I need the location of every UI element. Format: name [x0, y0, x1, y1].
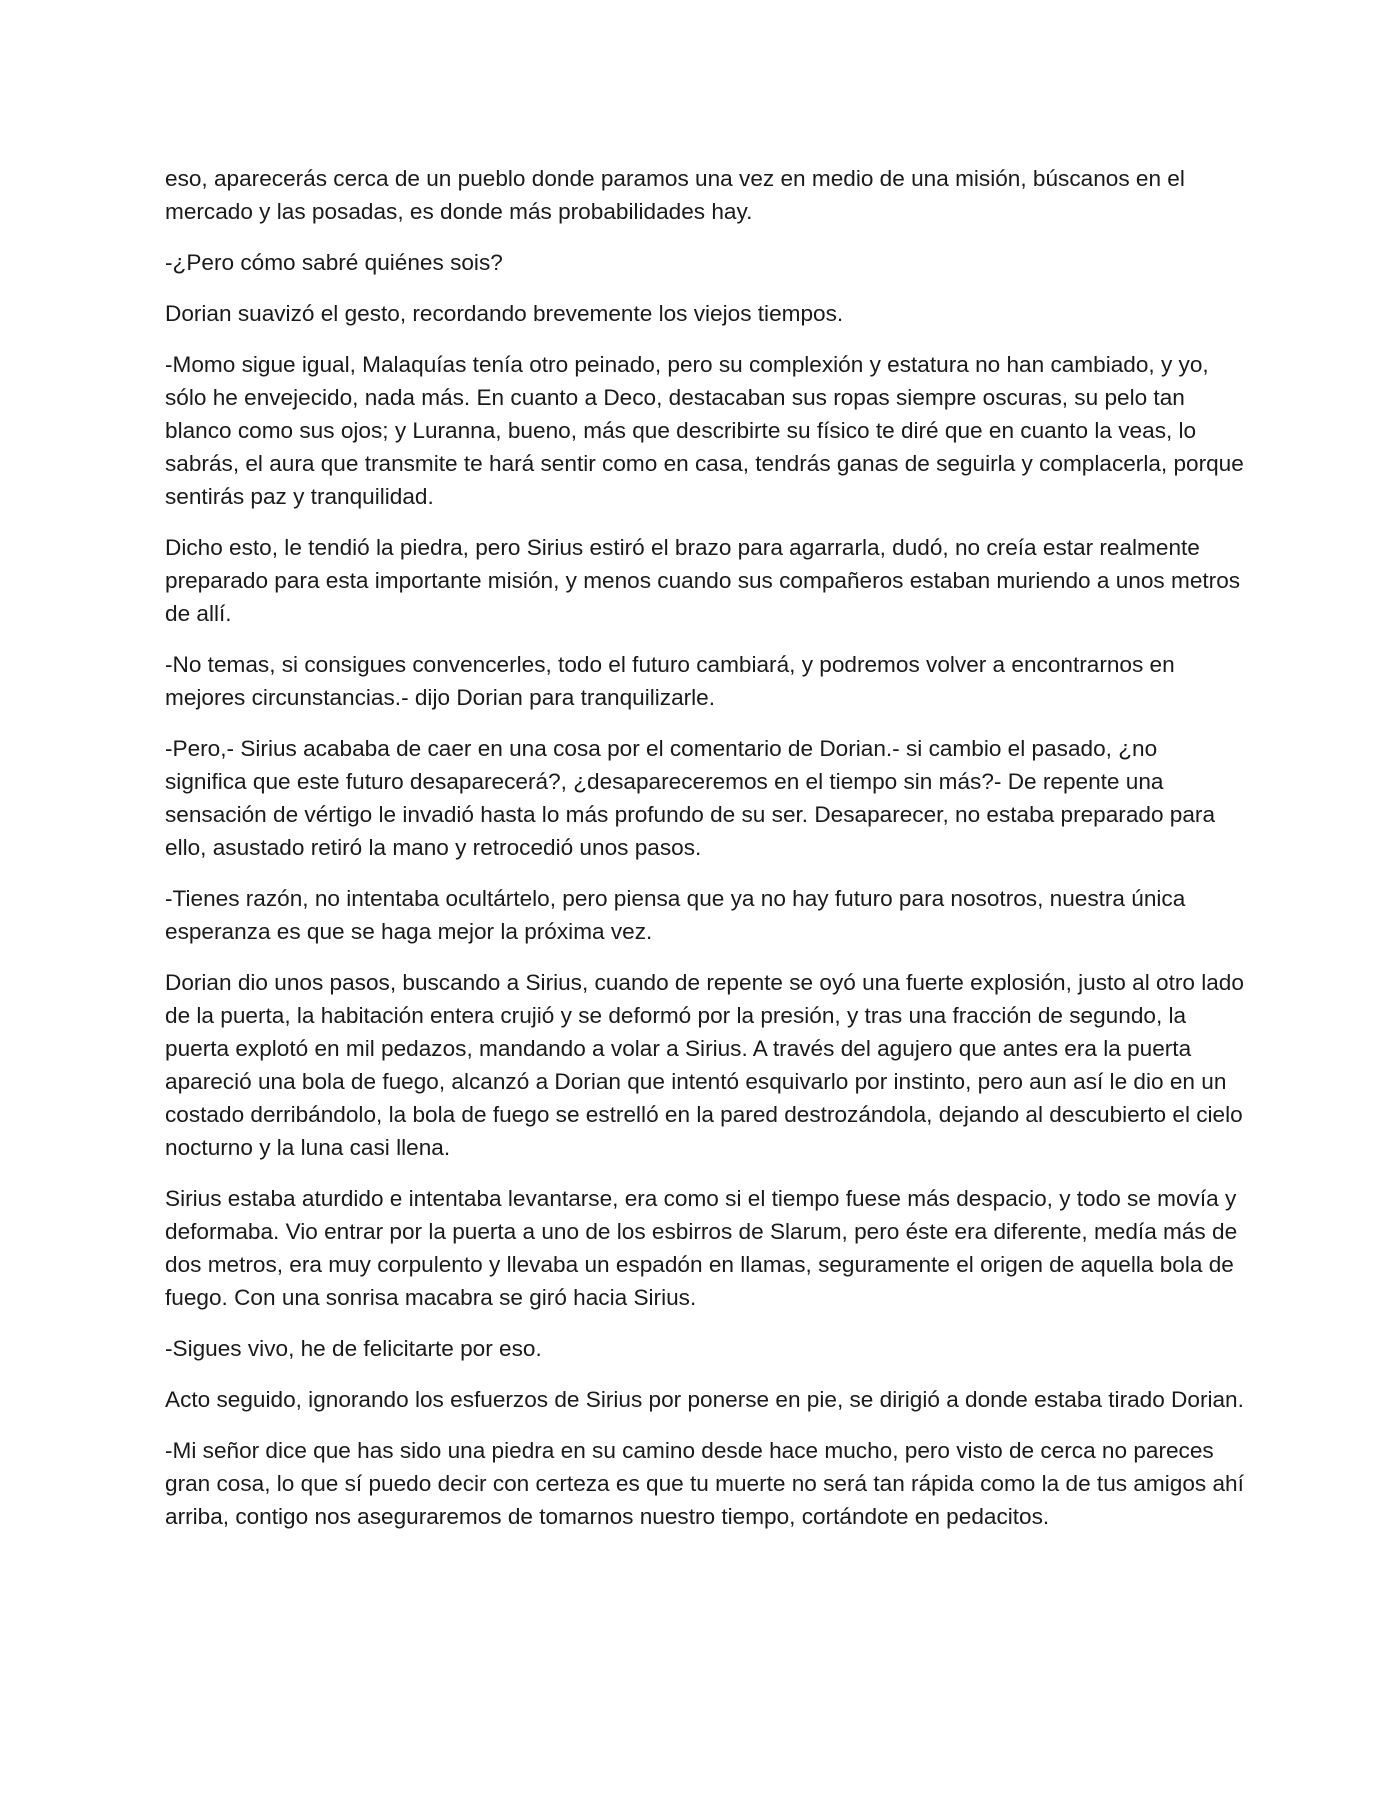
paragraph: -¿Pero cómo sabré quiénes sois? — [165, 250, 503, 275]
paragraph: Dorian dio unos pasos, buscando a Sirius, cuando de repente se oyó una fuerte explosión, justo al otro lado de la puerta, la habitación entera crujió y se deformó por la presión, y tras una fracción de segundo, la puerta explotó en mil pedazos, mandando a volar a Sirius. A través del agujero que antes era la puerta apareció una bola de fuego, alcanzó a Dorian que intentó esquivarlo por instinto, pero aun así le dio en un costado derribándolo, la bola de fuego se estrelló en la pared destrozándola, dejando al descubierto el cielo nocturno y la luna casi llena. — [165, 970, 1244, 1160]
paragraph: -Tienes razón, no intentaba ocultártelo, pero piensa que ya no hay futuro para nosotros, nuestra única esperanza es que se haga mejor la próxima vez. — [165, 886, 1186, 944]
paragraph: Sirius estaba aturdido e intentaba levantarse, era como si el tiempo fuese más despacio, y todo se movía y deformaba. Vio entrar por la puerta a uno de los esbirros de Slarum, pero éste era diferente, medía más de dos metros, era muy corpulento y llevaba un espadón en llamas, seguramente el origen de aquella bola de fuego. Con una sonrisa macabra se giró hacia Sirius. — [165, 1186, 1238, 1310]
paragraph: eso, aparecerás cerca de un pueblo donde paramos una vez en medio de una misión, búscanos en el mercado y las posadas, es donde más probabilidades hay. — [165, 166, 1185, 224]
paragraph: -Pero,- Sirius acababa de caer en una cosa por el comentario de Dorian.- si cambio el pasado, ¿no significa que este futuro desaparecerá?, ¿desapareceremos en el tiempo sin más?- De repente una sensación de vértigo le invadió hasta lo más profundo de su ser. Desaparecer, no estaba preparado para ello, asustado retiró la mano y retrocedió unos pasos. — [165, 736, 1216, 860]
paragraph: Acto seguido, ignorando los esfuerzos de Sirius por ponerse en pie, se dirigió a donde estaba tirado Dorian. — [165, 1387, 1244, 1412]
paragraph: Dicho esto, le tendió la piedra, pero Sirius estiró el brazo para agarrarla, dudó, no creía estar realmente preparado para esta importante misión, y menos cuando sus compañeros estaban muriendo a unos metros de allí. — [165, 535, 1241, 626]
paragraph: -Mi señor dice que has sido una piedra en su camino desde hace mucho, pero visto de cerca no pareces gran cosa, lo que sí puedo decir con certeza es que tu muerte no será tan rápida como la de tus amigos ahí arriba, contigo nos aseguraremos de tomarnos nuestro tiempo, cortándote en pedacitos. — [165, 1438, 1244, 1529]
paragraph: Dorian suavizó el gesto, recordando brevemente los viejos tiempos. — [165, 301, 844, 326]
document-page — [165, 162, 1245, 1551]
paragraph: -Sigues vivo, he de felicitarte por eso. — [165, 1336, 542, 1361]
paragraph: -No temas, si consigues convencerles, todo el futuro cambiará, y podremos volver a encontrarnos en mejores circunstancias.- dijo Dorian para tranquilizarle. — [165, 652, 1175, 710]
paragraph: -Momo sigue igual, Malaquías tenía otro peinado, pero su complexión y estatura no han cambiado, y yo, sólo he envejecido, nada más. En cuanto a Deco, destacaban sus ropas siempre oscuras, su pelo tan blanco como sus ojos; y Luranna, bueno, más que describirte su físico te diré que en cuanto la veas, lo sabrás, el aura que transmite te hará sentir como en casa, tendrás ganas de seguirla y complacerla, porque sentirás paz y tranquilidad. — [165, 352, 1244, 509]
